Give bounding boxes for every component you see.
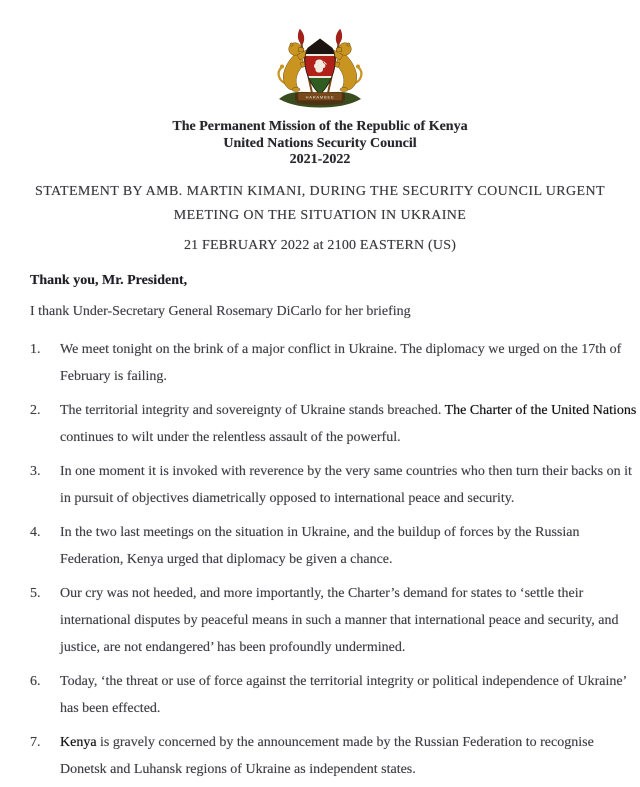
item-number: 7. (30, 734, 41, 750)
item-number: 6. (30, 673, 41, 689)
motto-text: HARAMBEE (305, 94, 335, 100)
list-item (30, 729, 610, 783)
mission-years: 2021-2022 (289, 152, 351, 167)
statement-line: MEETING ON THE SITUATION IN UKRAINE (173, 207, 467, 223)
item-text-line: Donetsk and Luhansk regions of Ukraine as independent states. (60, 761, 416, 777)
item-text-line: continues to wilt under the relentless assault of the powerful. (60, 429, 401, 445)
mission-line: The Permanent Mission of the Republic of Kenya (172, 119, 468, 134)
item-text-line: In one moment it is invoked with reverence by the very same countries who then turn their backs on it (60, 463, 632, 479)
item-number: 4. (30, 524, 41, 540)
item-text-line: international disputes by peaceful means in such a manner that international peace and security, and (60, 612, 619, 628)
kenya-coat-of-arms-icon (265, 28, 375, 110)
document-header (0, 0, 640, 259)
item-text (60, 336, 621, 390)
statement-date: 21 FEBRUARY 2022 at 2100 EASTERN (US) (183, 237, 457, 253)
greeting-line: Thank you, Mr. President, (30, 272, 188, 288)
intro-line: I thank Under-Secretary General Rosemary DiCarlo for her briefing (30, 303, 411, 319)
mission-line: United Nations Security Council (223, 135, 417, 151)
mission-title (0, 119, 640, 169)
kenya-coat-of-arms (0, 28, 640, 110)
list-item (30, 519, 610, 573)
item-text-line: justice, are not endangered’ has been profoundly undermined. (60, 639, 406, 655)
item-text-line: Federation, Kenya urged that diplomacy be given a chance. (60, 551, 393, 567)
item-text-line: in pursuit of objectives diametrically opposed to international peace and security. (60, 490, 515, 506)
item-number: 5. (30, 585, 41, 601)
item-text (60, 580, 619, 661)
item-text-line: We meet tonight on the brink of a major conflict in Ukraine. The diplomacy we urged on the 17th of (60, 341, 622, 357)
item-text-line: February is failing. (60, 368, 167, 384)
statement-body (0, 267, 640, 783)
item-text (60, 729, 610, 783)
item-text-line: Our cry was not heeded, and more importantly, the Charter’s demand for states to ‘settle their (60, 585, 584, 601)
item-text-line: In the two last meetings on the situation in Ukraine, and the buildup of forces by the Russian (60, 524, 580, 540)
numbered-paragraph-list (30, 336, 637, 783)
item-text (60, 458, 632, 512)
list-item (30, 668, 628, 722)
item-number: 3. (30, 463, 41, 479)
statement-title (0, 180, 640, 228)
item-text (60, 397, 636, 451)
statement-line: STATEMENT BY AMB. MARTIN KIMANI, DURING THE SECURITY COUNCIL URGENT (35, 183, 605, 199)
list-item (30, 580, 619, 661)
item-number: 2. (30, 402, 41, 418)
item-text-line: has been effected. (60, 700, 161, 716)
item-text-line: Today, ‘the threat or use of force against the territorial integrity or political independence of Ukraine’ (60, 673, 628, 689)
item-text (60, 668, 627, 722)
harambee-banner (295, 93, 345, 102)
item-number: 1. (30, 341, 41, 357)
list-item (30, 336, 622, 390)
item-text-line: Kenya is gravely concerned by the announcement made by the Russian Federation to recognise (60, 734, 594, 750)
list-item (30, 397, 637, 451)
item-text (60, 519, 610, 573)
shield-icon (303, 38, 337, 96)
item-text-line: The territorial integrity and sovereignty of Ukraine stands breached. The Charter of the United Nations (60, 402, 637, 418)
list-item (30, 458, 632, 512)
